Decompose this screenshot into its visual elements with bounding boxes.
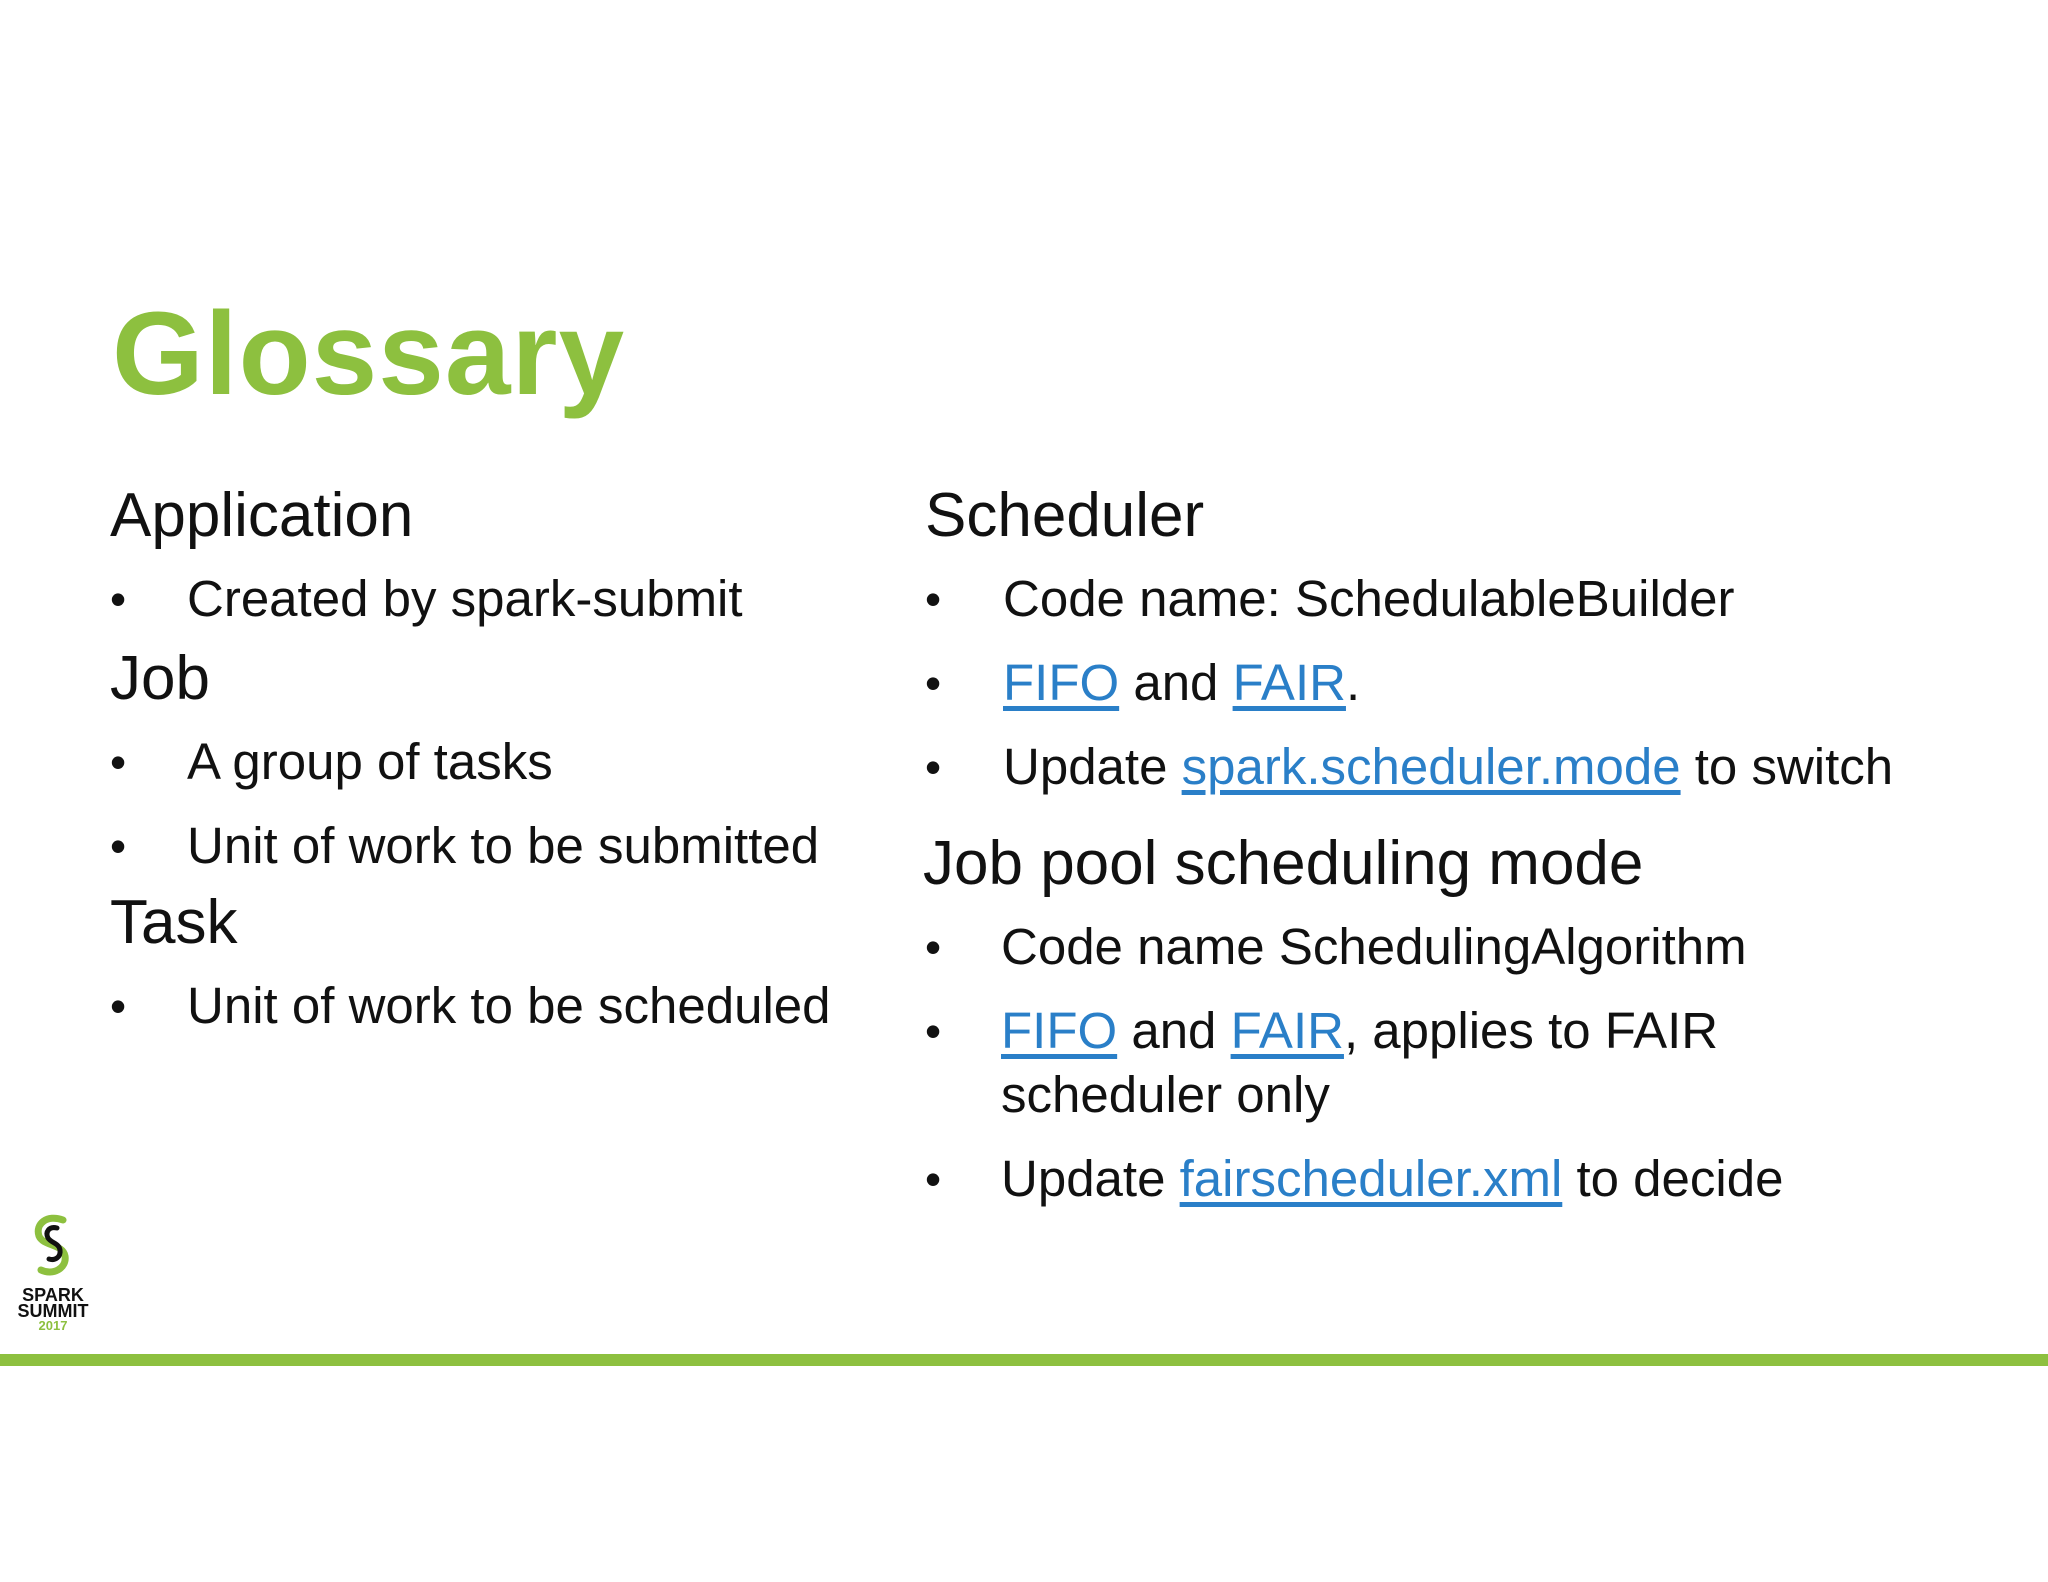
bullet-list [110,974,910,1038]
slide-title: Glossary [112,288,626,420]
list-item: • Update spark.scheduler.mode to switch [925,735,2035,799]
bullet-icon: • [925,1153,942,1205]
list-item: • Created by spark-submit [110,567,910,631]
bullet-icon: • [925,657,942,709]
section-heading: Application [110,481,414,550]
section-scheduler [925,481,2035,799]
fair-link[interactable]: FAIR [1232,654,1346,711]
bullet-list [925,915,2035,1211]
section-application [110,481,910,631]
list-item: • Unit of work to be scheduled [110,974,910,1038]
bullet-icon: • [925,741,942,793]
right-column [923,481,2035,1211]
bullet-icon: • [110,980,127,1032]
section-job [110,644,910,878]
left-column [110,481,910,1038]
fifo-link[interactable]: FIFO [1003,654,1120,711]
bullet-icon: • [110,820,127,872]
list-item: • A group of tasks [110,730,910,794]
bullet-list [110,730,910,878]
section-task [110,888,910,1038]
logo-line2: SUMMIT [17,1301,89,1321]
spark-scheduler-mode-link[interactable]: spark.scheduler.mode [1181,738,1681,795]
section-heading: Job pool scheduling mode [923,829,1644,898]
logo-year: 2017 [38,1318,68,1333]
bottom-accent-bar [0,1354,2048,1366]
bullet-icon: • [110,573,127,625]
section-job-pool [923,829,2035,1211]
fairscheduler-xml-link[interactable]: fairscheduler.xml [1179,1150,1563,1207]
bullet-list [925,567,2035,799]
bullet-icon: • [925,1005,942,1057]
bullet-list [110,567,910,631]
spark-summit-logo [14,1212,92,1333]
section-heading: Scheduler [925,481,1205,550]
bullet-icon: • [925,573,942,625]
list-item: • FIFO and FAIR. [925,651,2035,715]
bullet-icon: • [110,736,127,788]
bullet-icon: • [925,921,942,973]
fifo-link[interactable]: FIFO [1001,1002,1118,1059]
list-item: • Code name: SchedulableBuilder [925,567,2035,631]
list-item: • Update fairscheduler.xml to decide [925,1147,2035,1211]
section-heading: Task [110,888,238,957]
list-item: • FIFO and FAIR, applies to FAIR scheduler only [925,999,1801,1127]
logo-line1: SPARK [22,1285,84,1305]
list-item: • Unit of work to be submitted [110,814,910,878]
spark-logo-icon [29,1212,77,1282]
section-heading: Job [110,644,210,713]
list-item: • Code name SchedulingAlgorithm [925,915,2035,979]
fair-link[interactable]: FAIR [1230,1002,1344,1059]
